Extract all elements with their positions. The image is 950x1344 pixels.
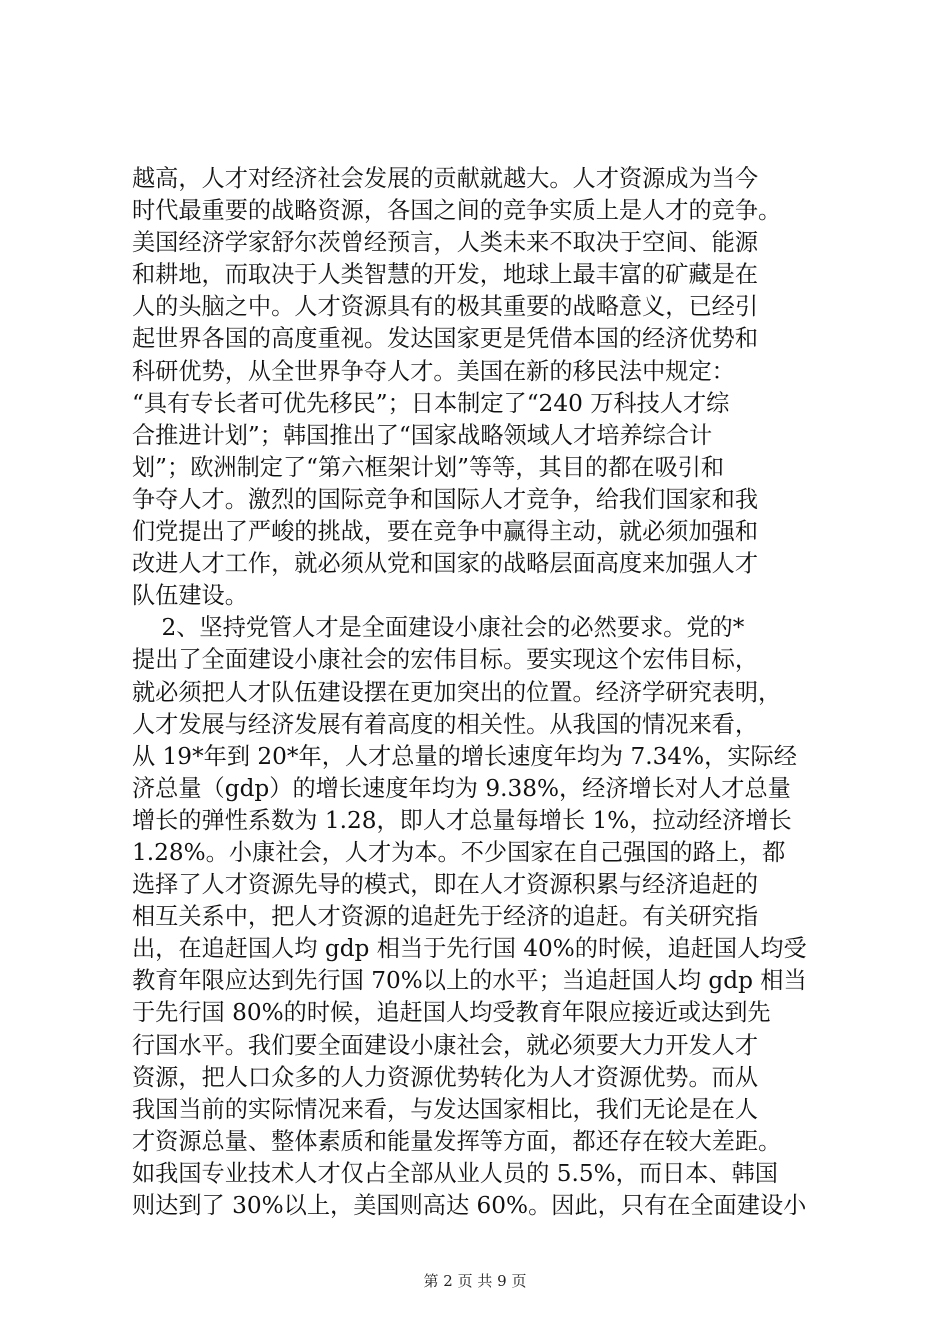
text-line: 人才发展与经济发展有着高度的相关性。从我国的情况来看， (132, 710, 759, 738)
text-line: 人的头脑之中。人才资源具有的极其重要的战略意义，已经引 (132, 293, 759, 321)
text-line: 选择了人才资源先导的模式，即在人才资源积累与经济追赶的 (132, 871, 759, 899)
text-line: 科研优势，从全世界争夺人才。美国在新的移民法中规定： (132, 357, 735, 385)
text-line: 争夺人才。激烈的国际竞争和国际人才竞争，给我们国家和我 (132, 485, 759, 513)
text-line: 从 19*年到 20*年，人才总量的增长速度年均为 7.34%，实际经 (132, 742, 797, 770)
page-footer: 第 2 页 共 9 页 (423, 1272, 527, 1290)
text-line: 越高，人才对经济社会发展的贡献就越大。人才资源成为当今 (132, 165, 759, 192)
text-line: 和耕地，而取决于人类智慧的开发，地球上最丰富的矿藏是在 (132, 261, 759, 289)
document-body (132, 163, 832, 1222)
text-line: 出，在追赶国人均 gdp 相当于先行国 40%的时候，追赶国人均受 (132, 935, 807, 963)
text-line: 队伍建设。 (132, 582, 248, 610)
text-line: 增长的弹性系数为 1.28，即人才总量每增长 1%，拉动经济增长 (132, 806, 792, 834)
text-line: 就必须把人才队伍建设摆在更加突出的位置。经济学研究表明， (132, 678, 782, 706)
text-line: 时代最重要的战略资源，各国之间的竞争实质上是人才的竞争。 (132, 197, 782, 225)
text-line: 美国经济学家舒尔茨曾经预言，人类未来不取决于空间、能源 (132, 229, 759, 257)
text-line: 2、坚持党管人才是全面建设小康社会的必然要求。党的* (132, 614, 745, 642)
text-line: “具有专长者可优先移民”；日本制定了“240 万科技人才综 (132, 389, 730, 417)
text-line: 1.28%。小康社会，人才为本。不少国家在自己强国的路上，都 (132, 838, 786, 866)
text-line: 改进人才工作，就必须从党和国家的战略层面高度来加强人才 (132, 550, 759, 578)
text-line: 提出了全面建设小康社会的宏伟目标。要实现这个宏伟目标， (132, 646, 759, 674)
text-line: 我国当前的实际情况来看，与发达国家相比，我们无论是在人 (132, 1095, 759, 1123)
text-line: 相互关系中，把人才资源的追赶先于经济的追赶。有关研究指 (132, 903, 759, 931)
text-line: 才资源总量、整体素质和能量发挥等方面，都还存在较大差距。 (132, 1127, 782, 1155)
text-line: 教育年限应达到先行国 70%以上的水平；当追赶国人均 gdp 相当 (132, 967, 807, 995)
text-line: 行国水平。我们要全面建设小康社会，就必须要大力开发人才 (132, 1031, 759, 1059)
text-line: 合推进计划”；韩国推出了“国家战略领域人才培养综合计 (132, 421, 713, 449)
text-line: 起世界各国的高度重视。发达国家更是凭借本国的经济优势和 (132, 325, 759, 353)
text-line: 济总量（gdp）的增长速度年均为 9.38%，经济增长对人才总量 (132, 774, 791, 802)
text-line: 则达到了 30%以上，美国则高达 60%。因此，只有在全面建设小 (132, 1192, 807, 1219)
text-line: 如我国专业技术人才仅占全部从业人员的 5.5%，而日本、韩国 (132, 1159, 778, 1187)
text-line: 们党提出了严峻的挑战，要在竞争中赢得主动，就必须加强和 (132, 518, 759, 546)
text-line: 于先行国 80%的时候，追赶国人均受教育年限应接近或达到先 (132, 999, 771, 1027)
text-line: 划”；欧洲制定了“第六框架计划”等等，其目的都在吸引和 (132, 453, 725, 481)
text-line: 资源，把人口众多的人力资源优势转化为人才资源优势。而从 (132, 1063, 759, 1091)
